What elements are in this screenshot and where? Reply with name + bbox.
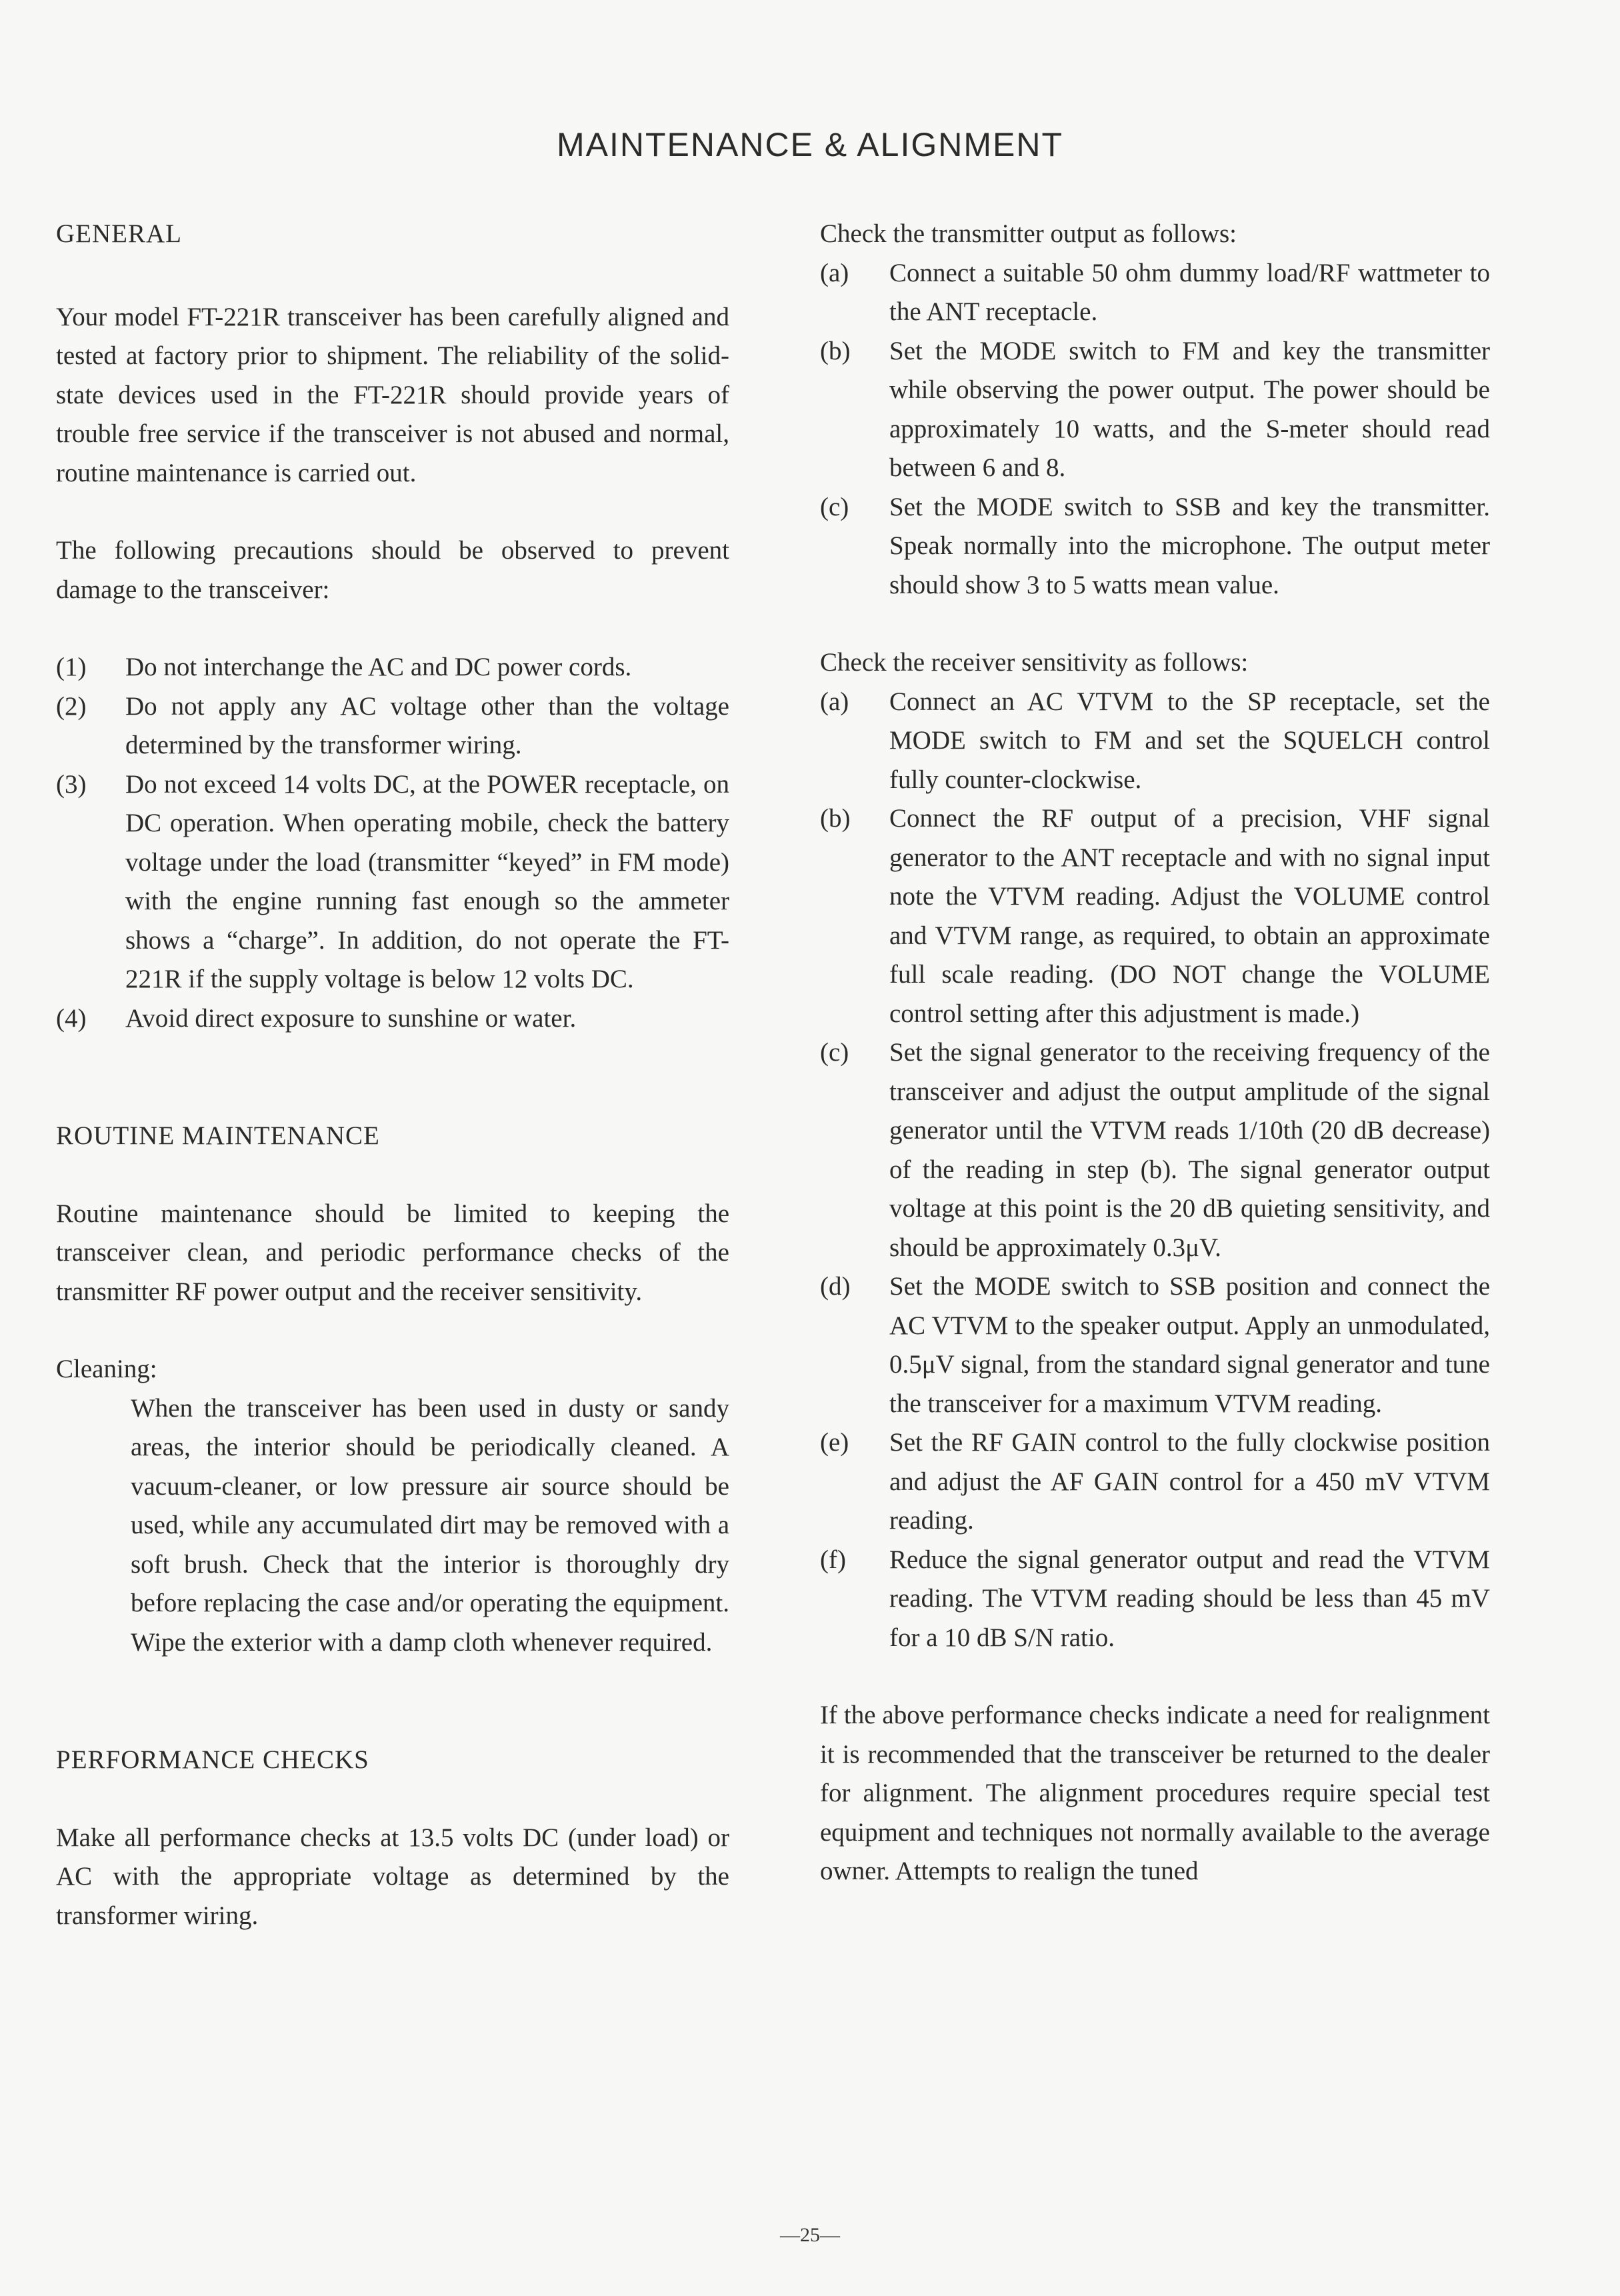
list-item — [820, 254, 1490, 332]
list-item — [56, 999, 729, 1039]
list-text: Set the MODE switch to SSB and key the transmitter. Speak normally into the microphone. The output meter should show 3 to 5 watts mean value. — [889, 492, 1490, 599]
cleaning-label: Cleaning: — [56, 1355, 157, 1383]
general-paragraph-1: Your model FT-221R transceiver has been carefully aligned and tested at factory prior to shipment. The reliability of the solid-state devices used in the FT-221R should provide years of trouble free service if the transceiver is not abused and normal, routine maintenance is carried out. — [56, 302, 729, 487]
list-text: Set the signal generator to the receiving frequency of the transceiver and adjust the output amplitude of the signal generator until the VTVM reads 1/10th (20 dB decrease) of the reading in step (b). The signal generator output voltage at this point is the 20 dB quieting sensitivity, and should be approximately 0.3μV. — [889, 1038, 1490, 1262]
list-item — [820, 799, 1490, 1033]
list-item — [820, 683, 1490, 800]
list-item — [820, 488, 1490, 605]
precautions-list — [56, 648, 729, 1038]
list-marker: (2) — [56, 691, 87, 721]
list-text: Connect the RF output of a precision, VHF signal generator to the ANT receptacle and with no signal input note the VTVM reading. Adjust the VOLUME control and VTVM range, as required, to obtain an approximate full scale reading. (DO NOT change the VOLUME control setting after this adjustment is made.) — [889, 804, 1490, 1028]
transmitter-intro: Check the transmitter output as follows: — [820, 219, 1237, 248]
list-text: Set the RF GAIN control to the fully clockwise position and adjust the AF GAIN control for a 450 mV VTVM reading. — [889, 1428, 1490, 1535]
performance-paragraph: Make all performance checks at 13.5 volts DC (under load) or AC with the appropriate voltage as determined by the transformer wiring. — [56, 1823, 729, 1930]
list-text: Set the MODE switch to SSB position and connect the AC VTVM to the speaker output. Apply an unmodulated, 0.5μV signal, from the standard signal generator and tune the transceiver for a maximum VTVM reading. — [889, 1272, 1490, 1418]
routine-maintenance-heading: ROUTINE MAINTENANCE — [56, 1121, 380, 1150]
list-marker: (d) — [820, 1272, 851, 1301]
list-marker: (b) — [820, 336, 851, 365]
right-column — [820, 215, 1490, 1891]
cleaning-paragraph: When the transceiver has been used in dusty or sandy areas, the interior should be periodically cleaned. A vacuum-cleaner, or low pressure air source should be used, while any accumulated dirt may be removed with a soft brush. Check that the interior is thoroughly dry before replacing the case and/or operating the equipment. Wipe the exterior with a damp cloth whenever required. — [131, 1393, 729, 1657]
list-marker: (c) — [820, 492, 849, 521]
list-item — [820, 1033, 1490, 1267]
list-text: Set the MODE switch to FM and key the transmitter while observing the power output. The power should be approximately 10 watts, and the S-meter should read between 6 and 8. — [889, 336, 1490, 482]
receiver-intro: Check the receiver sensitivity as follows: — [820, 648, 1249, 677]
list-item — [820, 332, 1490, 488]
general-heading: GENERAL — [56, 219, 182, 248]
list-item — [56, 687, 729, 765]
list-marker: (3) — [56, 769, 87, 799]
list-item — [56, 648, 729, 687]
receiver-steps — [820, 683, 1490, 1658]
transmitter-steps — [820, 254, 1490, 605]
list-item — [820, 1423, 1490, 1541]
list-marker: (a) — [820, 258, 849, 287]
list-item — [56, 765, 729, 999]
list-marker: (4) — [56, 1003, 87, 1033]
list-marker: (a) — [820, 687, 849, 716]
list-text: Do not apply any AC voltage other than the voltage determined by the transformer wiring. — [125, 691, 729, 759]
routine-paragraph: Routine maintenance should be limited to keeping the transceiver clean, and periodic performance checks of the transmitter RF power output and the receiver sensitivity. — [56, 1199, 729, 1306]
list-text: Do not interchange the AC and DC power cords. — [125, 653, 632, 681]
list-text: Connect an AC VTVM to the SP receptacle, set the MODE switch to FM and set the SQUELCH control fully counter-clockwise. — [889, 687, 1490, 794]
list-marker: (b) — [820, 804, 851, 833]
list-text: Avoid direct exposure to sunshine or water. — [125, 1003, 577, 1033]
list-marker: (e) — [820, 1428, 849, 1457]
realignment-paragraph: If the above performance checks indicate a need for realignment it is recommended that the transceiver be returned to the dealer for alignment. The alignment procedures require special test equipment and techniques not normally available to the average owner. Attempts to realign the tuned — [820, 1701, 1490, 1885]
list-text: Do not exceed 14 volts DC, at the POWER receptacle, on DC operation. When operating mobile, check the battery voltage under the load (transmitter “keyed” in FM mode) with the engine running fast enough so the ammeter shows a “charge”. In addition, do not operate the FT-221R if the supply voltage is below 12 volts DC. — [125, 769, 729, 993]
general-paragraph-2: The following precautions should be observed to prevent damage to the transceiver: — [56, 536, 729, 604]
list-item — [820, 1267, 1490, 1423]
left-column — [56, 215, 729, 1935]
list-marker: (c) — [820, 1038, 849, 1067]
list-item — [820, 1541, 1490, 1658]
performance-checks-heading: PERFORMANCE CHECKS — [56, 1745, 369, 1774]
list-text: Connect a suitable 50 ohm dummy load/RF wattmeter to the ANT receptacle. — [889, 258, 1490, 326]
list-text: Reduce the signal generator output and read the VTVM reading. The VTVM reading should be less than 45 mV for a 10 dB S/N ratio. — [889, 1545, 1490, 1652]
list-marker: (1) — [56, 653, 87, 681]
page-number: —25— — [780, 2224, 840, 2246]
page-title: MAINTENANCE & ALIGNMENT — [557, 126, 1063, 163]
list-marker: (f) — [820, 1545, 846, 1574]
